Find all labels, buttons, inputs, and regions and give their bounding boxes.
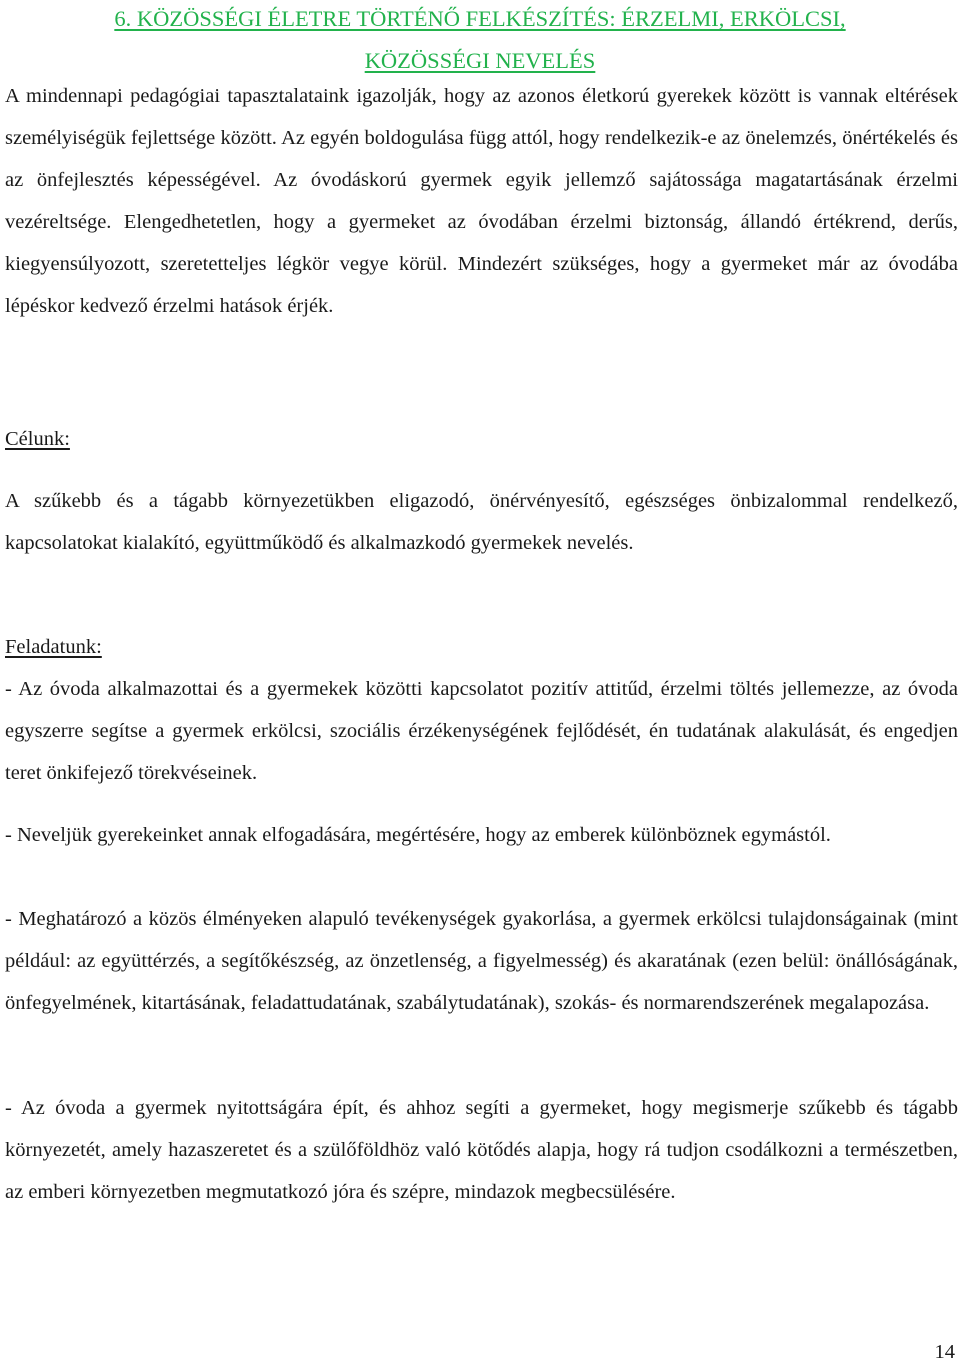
section-title-line-2: KÖZÖSSÉGI NEVELÉS: [364, 48, 596, 73]
page-number: 14: [934, 1341, 955, 1363]
task-item-3: - Meghatározó a közös élményeken alapuló tevékenységek gyakorlása, a gyermek erkölcsi tulajdonságainak (mint például: az együttérzés, a segítőkészség, az önzetlenség, a figyelmesség) és akaratának (ezen belül: önállóságának, önfegyelmének, kitartásának, feladattudatának, szabálytudatának), szokás- és normarendszerének megalapozása.: [5, 908, 958, 1014]
section-title-line-1: 6. KÖZÖSSÉGI ÉLETRE TÖRTÉNŐ FELKÉSZÍTÉS: ÉRZELMI, ERKÖLCSI,: [114, 6, 846, 31]
goal-paragraph: A szűkebb és a tágabb környezetükben eligazodó, önérvényesítő, egészséges önbizalommal rendelkező, kapcsolatokat kialakító, együttműködő és alkalmazkodó gyermekek nevelés.: [5, 490, 958, 554]
goal-heading: Célunk:: [5, 428, 70, 450]
tasks-heading: Feladatunk:: [5, 636, 102, 658]
task-item-4: - Az óvoda a gyermek nyitottságára épít, és ahhoz segíti a gyermeket, hogy megismerje szűkebb és tágabb környezetét, amely hazaszeretet és a szülőföldhöz való kötődés alapja, hogy rá tudjon csodálkozni a természetben, az emberi környezetben megmutatkozó jóra és szépre, mindazok megbecsülésére.: [5, 1097, 958, 1203]
intro-paragraph: A mindennapi pedagógiai tapasztalataink igazolják, hogy az azonos életkorú gyerekek között is vannak eltérések személyiségük fejlettsége között. Az egyén boldogulása függ attól, hogy rendelkezik-e az önelemzés, önértékelés és az önfejlesztés képességével. Az óvodáskorú gyermek egyik jellemző sajátossága magatartásának érzelmi vezéreltsége. Elengedhetetlen, hogy a gyermeket az óvodában érzelmi biztonság, állandó értékrend, derűs, kiegyensúlyozott, szeretetteljes légkör vegye körül. Mindezért szükséges, hogy a gyermeket már az óvodába lépéskor kedvező érzelmi hatások érjék.: [5, 85, 958, 317]
task-item-1: - Az óvoda alkalmazottai és a gyermekek közötti kapcsolatot pozitív attitűd, érzelmi töltés jellemezze, az óvoda egyszerre segítse a gyermek erkölcsi, szociális érzékenységének fejlődését, én tudatának alakulását, és engedjen teret önkifejező törekvéseinek.: [5, 678, 958, 784]
task-item-2: - Neveljük gyerekeinket annak elfogadására, megértésére, hogy az emberek különböznek egymástól.: [5, 824, 831, 846]
section-title: [0, 0, 960, 82]
